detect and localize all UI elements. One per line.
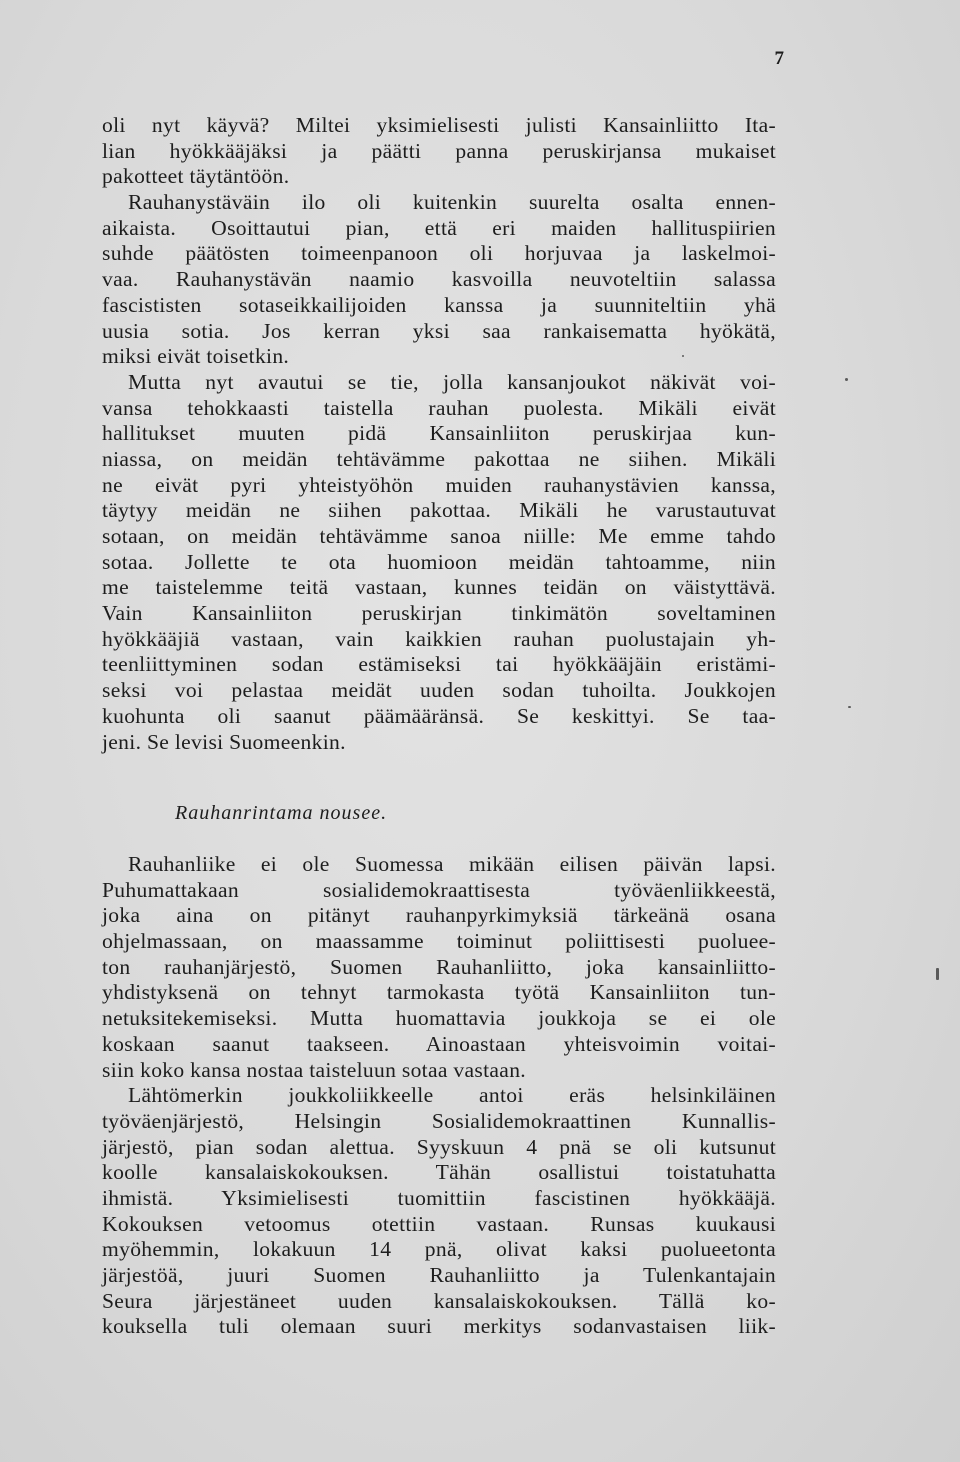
print-speck <box>682 355 684 357</box>
text-line: oli nyt käyvä? Miltei yksimielisesti julisti Kansainliitto Ita- <box>102 113 776 137</box>
print-speck <box>845 378 848 381</box>
text-line: yhdistyksenä on tehnyt tarmokasta työtä Kansainliiton tun- <box>102 980 776 1005</box>
text-line: siin koko kansa nostaa taisteluun sotaa vastaan. <box>102 1057 526 1082</box>
print-speck <box>936 968 939 980</box>
text-line: täytyy meidän ne siihen pakottaa. Mikäli he varustautuvat <box>102 498 776 523</box>
text-line: koolle kansalaiskokouksen. Tähän osallistui toistatuhatta <box>102 1160 776 1185</box>
text-line: jeni. Se levisi Suomeenkin. <box>102 729 346 754</box>
text-line: Puhumattakaan sosialidemokraattisesta työväenliikkeestä, <box>102 877 776 902</box>
text-line: sotaa. Jollette te ota huomioon meidän tahtoamme, niin <box>102 549 776 574</box>
text-line: uusia sotia. Jos kerran yksi saa rankaisematta hyökätä, <box>102 318 776 343</box>
text-line: ton rauhanjärjestö, Suomen Rauhanliitto, joka kansainliitto- <box>102 954 776 979</box>
text-line: joka aina on pitänyt rauhanpyrkimyksiä tärkeänä osana <box>102 903 776 928</box>
text-line: Rauhanystäväin ilo oli kuitenkin suurelta osalta ennen- <box>128 190 776 215</box>
text-line: fascististen sotaseikkailijoiden kanssa ja suunniteltiin yhä <box>102 292 776 317</box>
text-line: kouksella tuli olemaan suuri merkitys sodanvastaisen liik- <box>102 1314 776 1339</box>
text-line: kuohunta oli saanut päämääränsä. Se keskittyi. Se taa- <box>102 703 776 728</box>
text-line: työväenjärjestö, Helsingin Sosialidemokraattinen Kunnallis- <box>102 1108 776 1133</box>
text-line: ne eivät pyri yhteistyöhön muiden rauhanystävien kanssa, <box>102 472 776 497</box>
text-line: Lähtömerkin joukkoliikkeelle antoi eräs helsinkiläinen <box>128 1083 776 1108</box>
page-number: 7 <box>774 48 784 69</box>
text-line: lian hyökkääjäksi ja päätti panna peruskirjansa mukaiset <box>102 138 776 163</box>
text-line: vansa tehokkaasti taistella rauhan puolesta. Mikäli eivät <box>102 395 776 420</box>
text-line: niassa, on meidän tehtävämme pakottaa ne siihen. Mikäli <box>102 446 776 471</box>
text-line: netuksitekemiseksi. Mutta huomattavia joukkoja se ei ole <box>102 1006 776 1031</box>
section-heading: Rauhanrintama nousee. <box>175 802 388 824</box>
text-line: järjestö, pian sodan alettua. Syyskuun 4 pnä se oli kutsunut <box>102 1134 776 1159</box>
text-line: pakotteet täytäntöön. <box>102 164 290 189</box>
text-line: myöhemmin, lokakuun 14 pnä, olivat kaksi puolueetonta <box>102 1237 776 1262</box>
text-line: koskaan saanut taakseen. Ainoastaan yhteisvoimin voitai- <box>102 1031 776 1056</box>
text-line: Seura järjestäneet uuden kansalaiskokouksen. Tällä ko- <box>102 1288 776 1313</box>
text-line: sotaan, on meidän tehtävämme sanoa niille: Me emme tahdo <box>102 524 776 548</box>
body-text-upper <box>102 113 776 755</box>
text-line: Rauhanliike ei ole Suomessa mikään eilisen päivän lapsi. <box>128 852 776 876</box>
text-line: järjestöä, juuri Suomen Rauhanliitto ja Tulenkantajain <box>102 1263 776 1287</box>
text-line: Vain Kansainliiton peruskirjan tinkimätön soveltaminen <box>102 601 776 626</box>
text-line: ihmistä. Yksimielisesti tuomittiin fascistinen hyökkääjä. <box>102 1185 776 1210</box>
text-line: aikaista. Osoittautui pian, että eri maiden hallituspiirien <box>102 215 776 240</box>
text-line: miksi eivät toisetkin. <box>102 344 290 369</box>
text-line: hallitukset muuten pidä Kansainliiton peruskirjaa kun- <box>102 421 776 446</box>
text-line: hyökkääjiä vastaan, vain kaikkien rauhan puolustajain yh- <box>102 626 776 651</box>
text-line: seksi voi pelastaa meidät uuden sodan tuhoilta. Joukkojen <box>102 678 776 703</box>
text-line: teenliittyminen sodan estämiseksi tai hyökkääjäin eristämi- <box>102 652 776 677</box>
body-text-lower <box>102 852 776 1340</box>
text-line: Mutta nyt avautui se tie, jolla kansanjoukot näkivät voi- <box>128 369 776 394</box>
text-line: Kokouksen vetoomus otettiin vastaan. Runsas kuukausi <box>102 1211 776 1236</box>
print-speck <box>848 706 851 708</box>
text-line: me taistelemme teitä vastaan, kunnes teidän on väistyttävä. <box>102 575 776 600</box>
text-line: ohjelmassaan, on maassamme toiminut poliittisesti puoluee- <box>102 929 776 954</box>
text-line: vaa. Rauhanystävän naamio kasvoilla neuvoteltiin salassa <box>102 267 776 292</box>
text-line: suhde päätösten toimeenpanoon oli horjuvaa ja laskelmoi- <box>102 241 776 266</box>
